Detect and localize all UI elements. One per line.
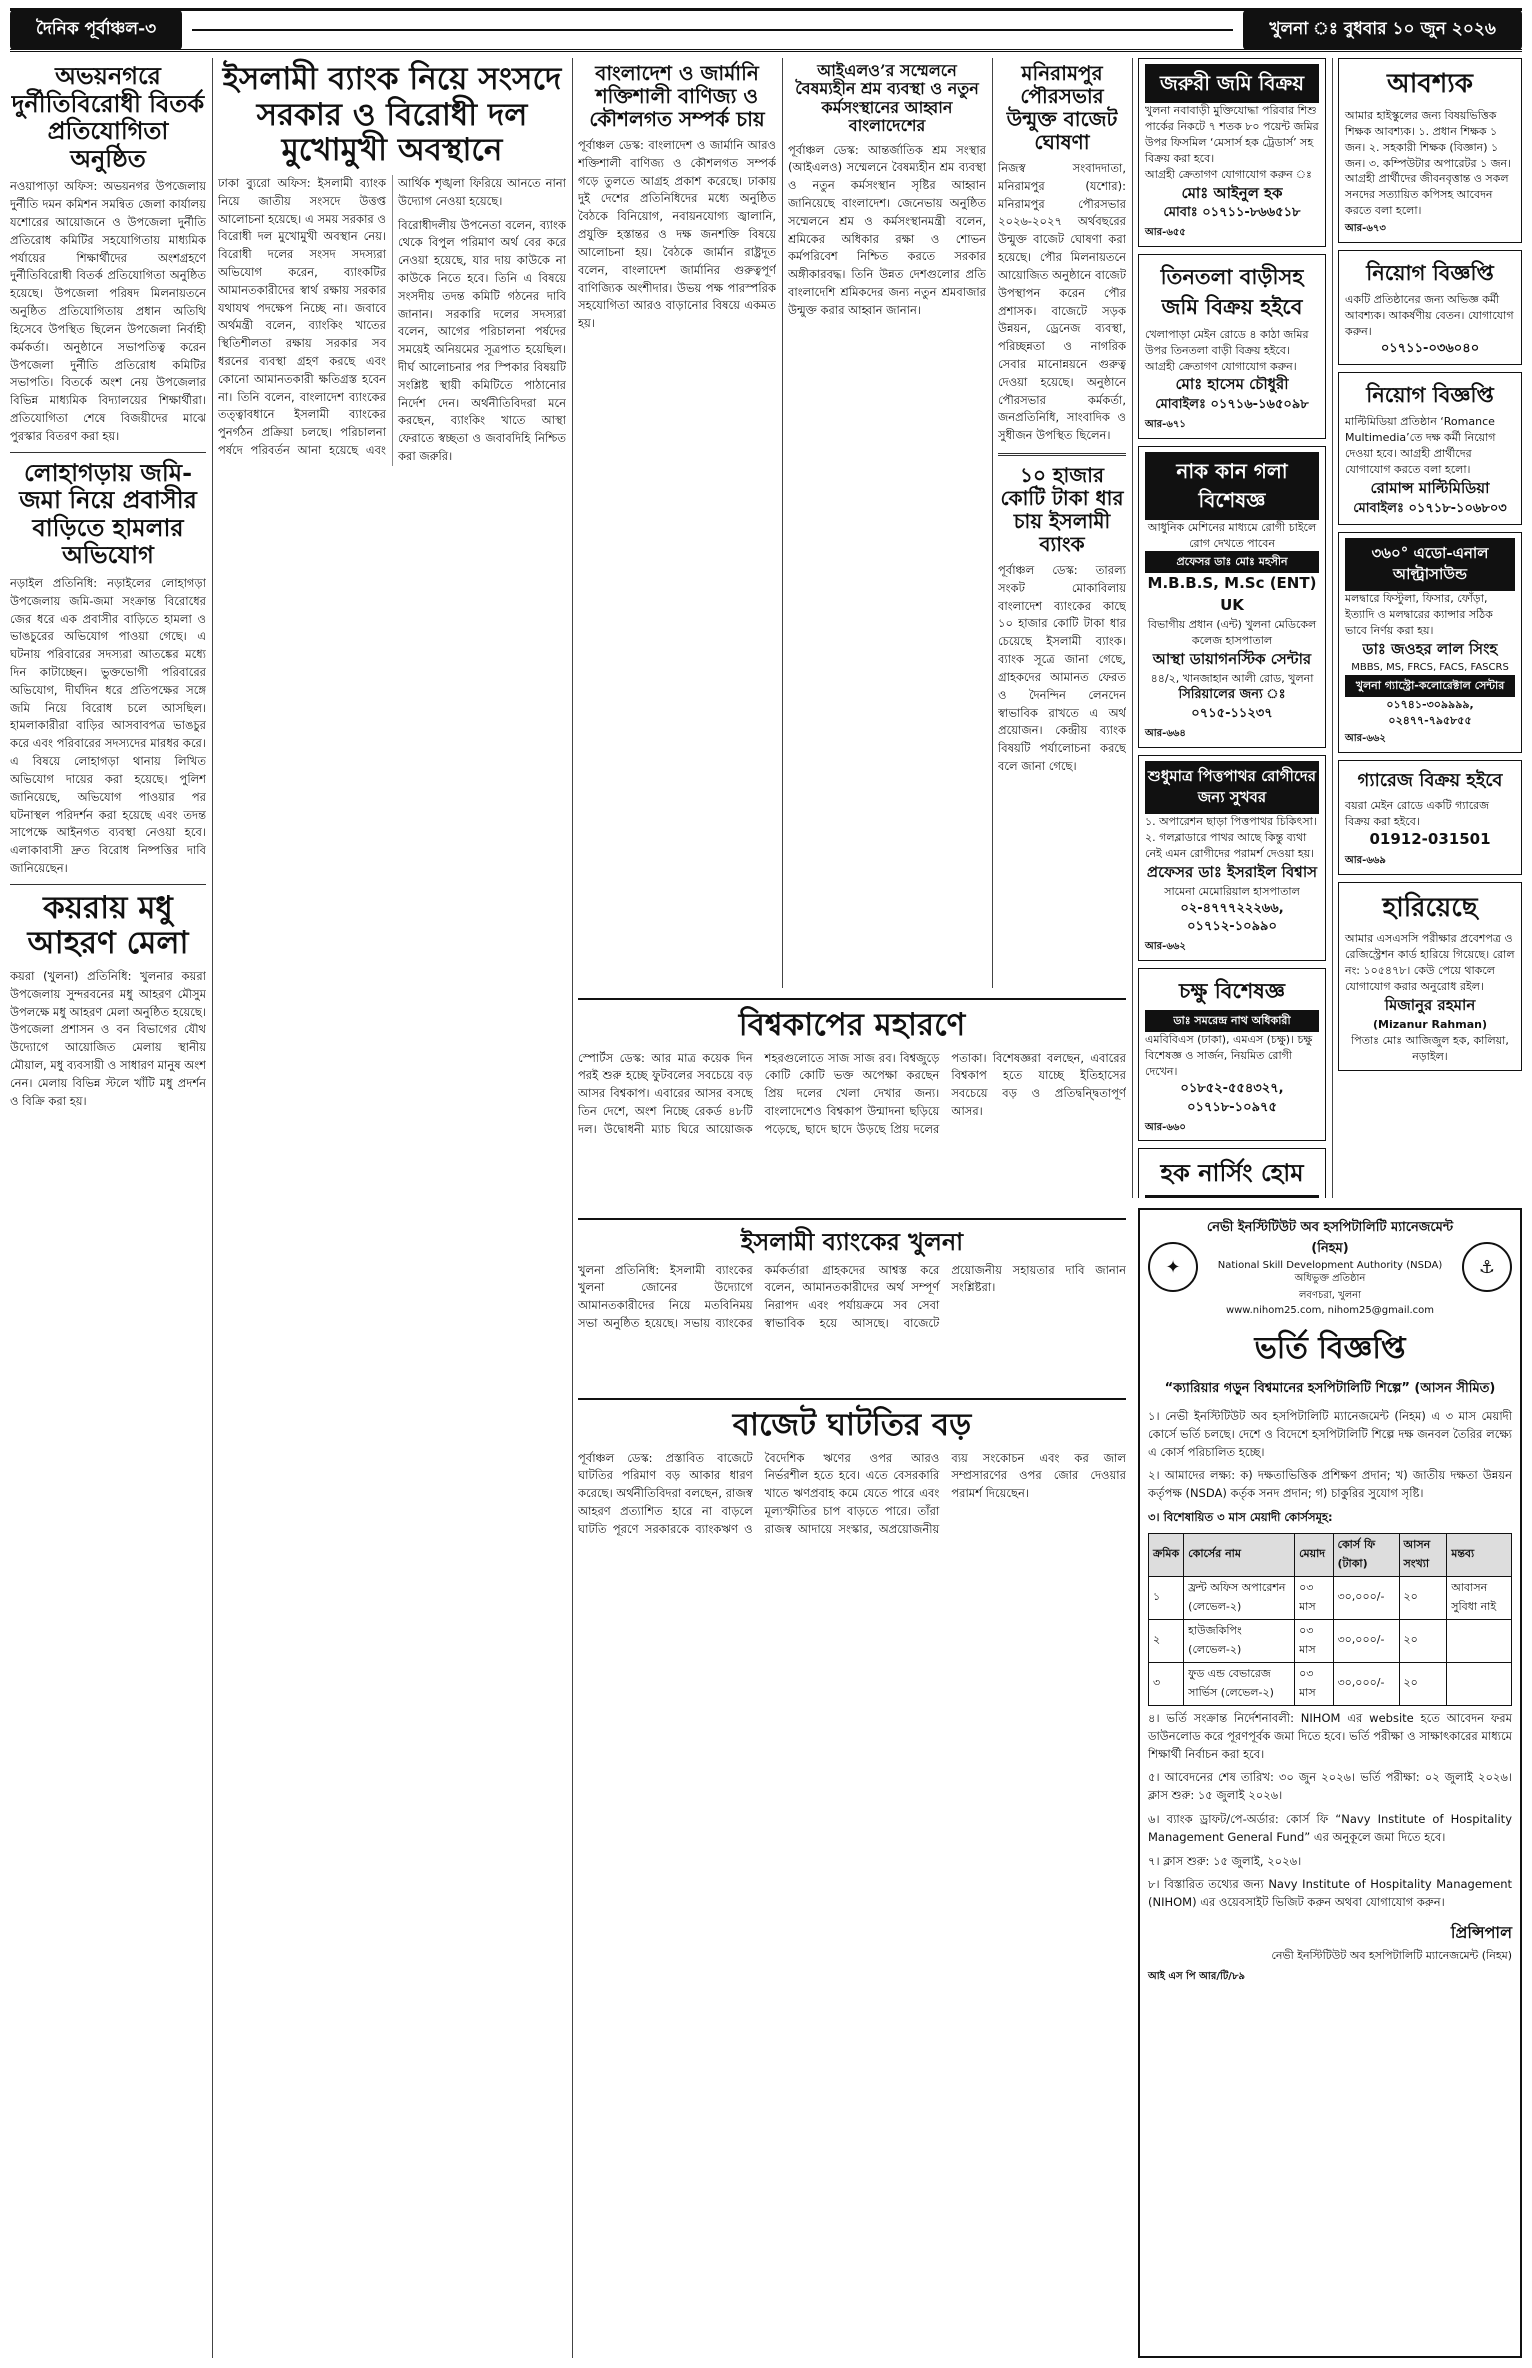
org-address: লবণচরা, খুলনা	[1298, 1290, 1362, 1301]
ad-phone: ০১৭৪১-৩০৯৯৯৯, ০২৪৭৭-৭৯৫৮৫৫	[1386, 698, 1474, 728]
ad-building-sale	[1138, 254, 1326, 439]
ad-eye-specialist	[1138, 968, 1326, 1141]
ad-center: খুলনা গ্যাস্ট্রো-কলোরেক্টাল সেন্টার	[1345, 675, 1515, 697]
masthead-rule	[192, 29, 1233, 31]
notice-para-1: ১। নেভী ইনস্টিটিউট অব হসপিটালিটি ম্যানেজমেন্ট (নিহম) এ ৩ মাস মেয়াদী কোর্সে ভর্তি চলছে। দেশে ও বিদেশে হসপিটালিটি শিল্পে দক্ষ জনবল তৈরির লক্ষ্যে এ কোর্স পরিচালিত হচ্ছে।	[1148, 1409, 1512, 1459]
ad-dept: বিভাগীয় প্রধান (এন্ট) খুলনা মেডিকেল কলেজ হাসপাতাল	[1147, 617, 1317, 647]
ad-doctor: ডাঃ সমরেন্দ্র নাথ অধিকারী	[1145, 1010, 1319, 1032]
ad-title: নাক কান গলা বিশেষজ্ঞ	[1145, 452, 1319, 520]
ad-gallstone	[1138, 755, 1326, 961]
headline-honey-fair: কয়রায় মধু আহরণ মেলা	[27, 889, 189, 962]
table-cell: ১	[1149, 1576, 1184, 1619]
ad-center: সামেনা মেমোরিয়াল হাসপাতাল	[1164, 884, 1300, 898]
table-cell: আবাসন সুবিধা নাই	[1447, 1576, 1512, 1619]
headline-lohagara: লোহাগড়ায় জমি-জমা নিয়ে প্রবাসীর বাড়িতে হামলার অভিযোগ	[19, 457, 197, 570]
table-cell: ০৩ মাস	[1295, 1576, 1333, 1619]
nihom-org	[1198, 1218, 1462, 1316]
ad-code: আর-৬৬৪	[1145, 728, 1186, 740]
signature-org: নেভী ইনস্টিটিউট অব হসপিটালিটি ম্যানেজমেন্ট (নিহম)	[1271, 1949, 1512, 1962]
story-honey-fair: কয়রা (খুলনা) প্রতিনিধি: খুলনার কয়রা উপজেলায় সুন্দরবনের মধু আহরণ মৌসুম উপলক্ষে মধু আহরণ মেলা অনুষ্ঠিত হয়েছে। উপজেলা প্রশাসন ও বন বিভাগের যৌথ উদ্যোগে আয়োজিত মেলায় স্থানীয় মৌয়াল, মধু ব্যবসায়ী ও সাধারণ মানুষ অংশ নেন। মেলায় বিভিন্ন স্টলে খাঁটি মধু প্রদর্শন ও বিক্রি করা হয়।	[10, 969, 206, 1108]
ad-land-sale	[1138, 58, 1326, 247]
story-islami-bank-parliament	[218, 175, 566, 466]
course-col: কোর্সের নাম	[1184, 1533, 1295, 1576]
ad-phone: মোবাইলঃ ০১৭১৮-১০৬৮০৩	[1353, 500, 1507, 516]
ad-nihom-admission	[1138, 1208, 1522, 2358]
course-table	[1148, 1533, 1512, 1706]
ad-body: খুলনা নবাবাড়ী মুক্তিযোদ্ধা পরিবার শিশু পার্কের নিকটে ৭ শতক ৮০ পয়েন্ট জমির উপর ফিসমিল ‘মেসার্স হক ট্রেডার্স’ সহ বিক্রয় করা হবে।	[1145, 104, 1319, 165]
ad-code: আর-৬৬০	[1145, 1121, 1186, 1133]
ad-title: আবশ্যক	[1387, 69, 1473, 99]
org-affiliation: National Skill Development Authority (NSDA) অধিভুক্ত প্রতিষ্ঠান	[1217, 1260, 1443, 1284]
table-cell: ৩	[1149, 1662, 1184, 1705]
story-10k-crore: পূর্বাঞ্চল ডেস্ক: তারল্য সংকট মোকাবিলায় বাংলাদেশ ব্যাংকের কাছে ১০ হাজার কোটি টাকা ধার চেয়েছে ইসলামী ব্যাংক। ব্যাংক সূত্রে জানা গেছে, গ্রাহকদের আমানত ফেরত ও দৈনন্দিন লেনদেন স্বাভাবিক রাখতে এ অর্থ প্রয়োজন। কেন্দ্রীয় ব্যাংক বিষয়টি পর্যালোচনা করছে বলে জানা গেছে।	[998, 563, 1126, 773]
ad-title: নিয়োগ বিজ্ঞপ্তি	[1366, 259, 1494, 285]
ad-body: আধুনিক মেশিনের মাধ্যমে রোগী চাইলে রোগ দেখতে পাবেন	[1147, 520, 1317, 550]
table-cell: ফুড এন্ড বেভারেজ সার্ভিস (লেভেল-২)	[1184, 1662, 1295, 1705]
divider	[10, 884, 206, 885]
ad-code: আই এস পি আর/টি/৮৯	[1148, 1971, 1245, 1982]
ad-doctor: প্রফেসর ডাঃ মোঃ মহসীন	[1145, 551, 1319, 573]
table-cell: ০৩ মাস	[1295, 1619, 1333, 1662]
story-islami-bank-khulna: খুলনা প্রতিনিধি: ইসলামী ব্যাংকের খুলনা জোনের উদ্যোগে আমানতকারীদের নিয়ে মতবিনিময় সভা অনুষ্ঠিত হয়েছে। সভায় ব্যাংকের কর্মকর্তারা গ্রাহকদের আশ্বস্ত করে বলেন, আমানতকারীদের অর্থ সম্পূর্ণ নিরাপদ এবং পর্যায়ক্রমে সব সেবা স্বাভাবিক হয়ে আসছে। বাজেটে প্রয়োজনীয় সহায়তার দাবি জানান সংশ্লিষ্টরা।	[578, 1262, 1126, 1331]
table-cell: ফ্রন্ট অফিস অপারেশন (লেভেল-২)	[1184, 1576, 1295, 1619]
ad-title: চক্ষু বিশেষজ্ঞ	[1179, 977, 1285, 1003]
ad-title: হক নার্সিং হোম	[1160, 1158, 1304, 1188]
ads-column-a	[1138, 58, 1326, 1198]
org-name-bn: নেভী ইনস্টিটিউট অব হসপিটালিটি ম্যানেজমেন্ট (নিহম)	[1206, 1220, 1454, 1256]
table-cell: ৩০,০০০/-	[1333, 1576, 1399, 1619]
story-budget-block	[578, 1398, 1126, 2364]
course-col: কোর্স ফি (টাকা)	[1333, 1533, 1399, 1576]
ad-phone: সিরিয়ালের জন্য ঃ ০৭১৫-১১২৩৭	[1178, 687, 1286, 722]
ad-title: গ্যারেজ বিক্রয় হইবে	[1357, 769, 1503, 791]
column-rule	[782, 58, 783, 988]
ad-code: আর-৬৬২	[1345, 733, 1386, 744]
ad-doctor: প্রফেসর ডাঃ ইসরাইল বিশ্বাস	[1146, 862, 1318, 881]
headline-islami-bank-parliament: ইসলামী ব্যাংক নিয়ে সংসদে সরকার ও বিরোধী দল মুখোমুখী অবস্থানে	[222, 61, 562, 169]
notice-para-8: ৮। বিস্তারিত তথ্যের জন্য Navy Institute of Hospitality Management (NIHOM) এর ওয়েবসাইট ভিজিট করুন অথবা যোগাযোগ করুন।	[1148, 1877, 1512, 1910]
story-world-cup: স্পোর্টস ডেস্ক: আর মাত্র কয়েক দিন পরই শুরু হচ্ছে ফুটবলের সবচেয়ে বড় আসর বিশ্বকাপ। এবারের আসর বসছে তিন দেশে, অংশ নিচ্ছে রেকর্ড ৪৮টি দল। উদ্বোধনী ম্যাচ ঘিরে আয়োজক শহরগুলোতে সাজ সাজ রব। বিশ্বজুড়ে কোটি কোটি ভক্ত অপেক্ষা করছেন প্রিয় দলের খেলা দেখার জন্য। বাংলাদেশেও বিশ্বকাপ উন্মাদনা ছড়িয়ে পড়েছে, ছাদে ছাদে উড়ছে প্রিয় দলের পতাকা। বিশেষজ্ঞরা বলছেন, এবারের বিশ্বকাপ হতে যাচ্ছে ইতিহাসের সবচেয়ে বড় ও প্রতিদ্বন্দ্বিতাপূর্ণ আসর।	[578, 1050, 1126, 1136]
story-budget-deficit: পূর্বাঞ্চল ডেস্ক: প্রস্তাবিত বাজেটে ঘাটতির পরিমাণ বড় আকার ধারণ করেছে। অর্থনীতিবিদরা বলছেন, রাজস্ব আহরণ প্রত্যাশিত হারে না বাড়লে ঘাটতি পূরণে সরকারকে ব্যাংকঋণ ও বৈদেশিক ঋণের ওপর আরও নির্ভরশীল হতে হবে। এতে বেসরকারি খাতে ঋণপ্রবাহ কমে যেতে পারে এবং মূল্যস্ফীতির চাপ বাড়তে পারে। তাঁরা রাজস্ব আদায়ে সংস্কার, অপ্রয়োজনীয় ব্যয় সংকোচন এবং কর জাল সম্প্রসারণের ওপর জোর দেওয়ার পরামর্শ দিয়েছেন।	[578, 1450, 1126, 1536]
ad-body: আমার হাইস্কুলের জন্য বিষয়ভিত্তিক শিক্ষক আবশ্যক। ১. প্রধান শিক্ষক ১ জন। ২. সহকারী শিক্ষক (বিজ্ঞান) ১ জন। ৩. কম্পিউটার অপারেটর ১ জন। আগ্রহী প্রার্থীদের জীবনবৃত্তান্ত ও সকল সনদের সত্যায়িত কপিসহ আবেদন করতে বলা হলো।	[1345, 108, 1512, 218]
page-date-right: খুলনা ঃ বুধবার ১০ জুন ২০২৬	[1243, 10, 1522, 50]
ad-body: ১. অপারেশন ছাড়া পিত্তপাথর চিকিৎসা। ২. গলব্লাডারে পাথর আছে কিন্তু ব্যথা নেই এমন রোগীদের পরামর্শ দেওয়া হয়।	[1145, 815, 1317, 860]
nsda-logo-icon: ✦	[1148, 1242, 1198, 1292]
ad-center: আস্থা ডায়াগনস্টিক সেন্টার	[1152, 649, 1312, 668]
headline-bd-germany: বাংলাদেশ ও জার্মানি শক্তিশালী বাণিজ্য ও কৌশলগত সম্পর্ক চায়	[589, 61, 765, 131]
table-cell	[1447, 1662, 1512, 1705]
course-table-header	[1149, 1533, 1512, 1576]
table-cell: ৩০,০০০/-	[1333, 1619, 1399, 1662]
ad-name: মিজানুর রহমান	[1384, 996, 1476, 1015]
column-5	[998, 58, 1126, 988]
divider	[10, 452, 206, 453]
ad-code: আর-৬৭১	[1145, 419, 1186, 431]
column-rule	[1132, 58, 1133, 1198]
table-cell: হাউজকিপিং (লেভেল-২)	[1184, 1619, 1295, 1662]
course-col: মন্তব্য	[1447, 1533, 1512, 1576]
ad-degree: MBBS, MS, FRCS, FACS, FASCRS	[1351, 661, 1509, 673]
org-website: www.nihom25.com, nihom25@gmail.com	[1225, 1305, 1435, 1316]
story-anti-corruption: নওয়াপাড়া অফিস: অভয়নগর উপজেলায় দুর্নীতি দমন কমিশন সমন্বিত জেলা কার্যালয় যশোরের আয়োজনে ও উপজেলা দুর্নীতি প্রতিরোধ কমিটির সহযোগিতায় মাধ্যমিক পর্যায়ের শিক্ষার্থীদের অংশগ্রহণে দুর্নীতিবিরোধী বিতর্ক প্রতিযোগিতা অনুষ্ঠিত হয়েছে। উপজেলা পরিষদ মিলনায়তনে অনুষ্ঠিত প্রতিযোগিতায় প্রধান অতিথি হিসেবে উপস্থিত ছিলেন উপজেলা নির্বাহী কর্মকর্তা। অনুষ্ঠানে সভাপতিত্ব করেন উপজেলা দুর্নীতি প্রতিরোধ কমিটির সভাপতি। বিতর্কে অংশ নেয় উপজেলার বিভিন্ন মাধ্যমিক বিদ্যালয়ের শিক্ষার্থীরা। প্রতিযোগিতা শেষে বিজয়ীদের মাঝে পুরস্কার বিতরণ করা হয়।	[10, 179, 206, 443]
story-bd-germany: পূর্বাঞ্চল ডেস্ক: বাংলাদেশ ও জার্মানি আরও শক্তিশালী বাণিজ্য ও কৌশলগত সম্পর্ক গড়ে তুলতে আগ্রহ প্রকাশ করেছে। ঢাকায় দুই দেশের প্রতিনিধিদের মধ্যে অনুষ্ঠিত বৈঠকে বিনিয়োগ, নবায়নযোগ্য জ্বালানি, প্রযুক্তি হস্তান্তর ও দক্ষ জনশক্তি বিষয়ে আলোচনা হয়। বৈঠকে জার্মান রাষ্ট্রদূত বলেন, বাংলাদেশ জার্মানির গুরুত্বপূর্ণ বাণিজ্যিক অংশীদার। উভয় পক্ষ পারস্পরিক সহযোগিতা আরও বাড়ানোর বিষয়ে একমত হয়।	[578, 138, 776, 331]
ads-column-b	[1338, 58, 1522, 1198]
table-row	[1149, 1662, 1512, 1705]
ad-doctor: ডাঃ জওহর লাল সিংহ	[1362, 639, 1498, 658]
ad-phone: ০১৭১১-০৩৬০৪০	[1380, 341, 1480, 356]
table-cell: ২	[1149, 1619, 1184, 1662]
headline-budget-deficit: বাজেট ঘাটতির বড়	[732, 1407, 972, 1443]
headline-ilo: আইএলও’র সম্মেলনে বৈষম্যহীন শ্রম ব্যবস্থা ও নতুন কর্মসংস্থানের আহ্বান বাংলাদেশের	[795, 61, 979, 136]
story-paragraph: ঢাকা ব্যুরো অফিস: ইসলামী ব্যাংক নিয়ে জাতীয় সংসদে উত্তপ্ত আলোচনা হয়েছে। এ সময় সরকার ও বিরোধী দল মুখোমুখী অবস্থান নেয়। বিরোধী দলের সংসদ সদস্যরা অভিযোগ করেন, ব্যাংকটির আমানতকারীদের স্বার্থ রক্ষায় সরকার যথাযথ পদক্ষেপ নিচ্ছে না। জবাবে অর্থমন্ত্রী বলেন, ব্যাংকিং খাতের স্থিতিশীলতা রক্ষায় সরকার সব ধরনের ব্যবস্থা গ্রহণ করছে এবং কোনো আমানতকারী ক্ষতিগ্রস্ত হবেন না। তিনি বলেন, বাংলাদেশ ব্যাংকের তত্ত্বাবধানে ইসলামী ব্যাংকের পুনর্গঠন প্রক্রিয়া চলছে। পরিচালনা পর্ষদে পরিবর্তন আনা হয়েছে এবং আর্থিক শৃঙ্খলা ফিরিয়ে আনতে নানা উদ্যোগ নেওয়া হয়েছে।	[218, 175, 566, 458]
ad-body: মাল্টিমিডিয়া প্রতিষ্ঠান ‘Romance Multimedia’তে দক্ষ কর্মী নিয়োগ দেওয়া হবে। আগ্রহী প্রার্থীদের যোগাযোগ করতে বলা হলো।	[1345, 415, 1496, 477]
ad-title: জরুরী জমি বিক্রয়	[1145, 64, 1319, 103]
ad-code: আর-৬৫৫	[1145, 227, 1186, 239]
headline-monirampur: মনিরামপুর পৌরসভার উন্মুক্ত বাজেট ঘোষণা	[1006, 61, 1118, 154]
table-row	[1149, 1619, 1512, 1662]
ad-title: হারিয়েছে	[1382, 892, 1478, 923]
ad-title: শুধুমাত্র পিত্তপাথর রোগীদের জন্য সুখবর	[1145, 761, 1319, 815]
table-cell: ৩০,০০০/-	[1333, 1662, 1399, 1705]
course-col: ক্রমিক	[1149, 1533, 1184, 1576]
column-4	[788, 58, 986, 988]
story-paragraph: বিরোধীদলীয় উপনেতা বলেন, ব্যাংক থেকে বিপুল পরিমাণ অর্থ বের করে নেওয়া হয়েছে, যার দায় কাউকে না কাউকে নিতে হবে। তিনি এ বিষয়ে সংসদীয় তদন্ত কমিটি গঠনের দাবি জানান। সরকারি দলের সদস্যরা বলেন, আগের পরিচালনা পর্ষদের সময়েই অনিয়মের সূত্রপাত হয়েছিল। দীর্ঘ আলোচনার পর স্পিকার বিষয়টি সংশ্লিষ্ট স্থায়ী কমিটিতে পাঠানোর নির্দেশ দেন। অর্থনীতিবিদরা মনে করছেন, ব্যাংকিং খাতে আস্থা ফেরাতে স্বচ্ছতা ও জবাবদিহি নিশ্চিত করা জরুরি।	[398, 217, 566, 464]
headline-anti-corruption: অভয়নগরে দুর্নীতিবিরোধী বিতর্ক প্রতিযোগিতা অনুষ্ঠিত	[11, 61, 205, 173]
notice-tagline: “ক্যারিয়ার গড়ুন বিশ্বমানের হসপিটালিটি শিল্পে” (আসন সীমিত)	[1164, 1381, 1496, 1396]
course-col: আসন সংখ্যা	[1399, 1533, 1447, 1576]
ad-body: মলদ্বারে ফিস্টুলা, ফিসার, ফোঁড়া, ইত্যাদি ও মলদ্বারের ক্যান্সার সঠিক ভাবে নির্ণয় করা হয়।	[1345, 592, 1493, 637]
ad-ultrasound	[1338, 532, 1522, 753]
ad-address: ৪৪/২, খানজাহান আলী রোড, খুলনা	[1150, 671, 1314, 685]
course-heading: ৩। বিশেষায়িত ৩ মাস মেয়াদী কোর্সসমূহ:	[1148, 1510, 1333, 1525]
ad-body: বয়রা মেইন রোডে একটি গ্যারেজ বিক্রয় করা হইবে।	[1345, 798, 1490, 828]
column-rule	[212, 58, 213, 2358]
divider	[998, 453, 1126, 456]
story-lohagara: নড়াইল প্রতিনিধি: নড়াইলের লোহাগড়া উপজেলায় জমি-জমা সংক্রান্ত বিরোধের জের ধরে এক প্রবাসীর বাড়িতে হামলা ও ভাঙচুরের অভিযোগ পাওয়া গেছে। এ ঘটনায় পরিবারের সদস্যরা আতঙ্কের মধ্যে দিন কাটাচ্ছেন। ভুক্তভোগী পরিবারের অভিযোগ, দীর্ঘদিন ধরে প্রতিপক্ষের সঙ্গে জমি নিয়ে বিরোধ চলে আসছিল। হামলাকারীরা বাড়ির আসবাবপত্র ভাঙচুর করে এবং পরিবারের সদস্যদের মারধর করে। এ বিষয়ে লোহাগড়া থানায় লিখিত অভিযোগ দায়ের করা হয়েছে। পুলিশ জানিয়েছে, অভিযোগ পাওয়ার পর ঘটনাস্থল পরিদর্শন করা হয়েছে এবং তদন্ত সাপেক্ষে আইনগত ব্যবস্থা নেওয়া হবে। এলাকাবাসী দ্রুত বিরোধ নিষ্পত্তির দাবি জানিয়েছেন।	[10, 575, 206, 875]
story-world-cup-block	[578, 998, 1126, 1214]
ad-code: আর-৬৬৯	[1345, 855, 1386, 867]
nihom-header	[1148, 1218, 1512, 1316]
column-3	[578, 58, 776, 988]
table-cell	[1447, 1619, 1512, 1662]
ad-contact: আগ্রহী ক্রেতাগণ যোগাযোগ করুন ঃ	[1145, 167, 1312, 181]
ad-recruitment-1	[1338, 250, 1522, 365]
headline-world-cup: বিশ্বকাপের মহারণে	[738, 1007, 966, 1043]
ad-nursing-home	[1138, 1148, 1326, 1198]
headline-islami-bank-khulna: ইসলামী ব্যাংকের খুলনা	[740, 1227, 964, 1256]
story-ilo: পূর্বাঞ্চল ডেস্ক: আন্তর্জাতিক শ্রম সংস্থার (আইএলও) সম্মেলনে বৈষম্যহীন শ্রম ব্যবস্থা ও নতুন কর্মসংস্থান সৃষ্টির আহ্বান জানিয়েছে বাংলাদেশ। জেনেভায় অনুষ্ঠিত সম্মেলনে শ্রম ও কর্মসংস্থানমন্ত্রী বলেন, শ্রমিকের অধিকার রক্ষা ও শোভন কর্মপরিবেশ নিশ্চিত করতে সরকার অঙ্গীকারবদ্ধ। তিনি উন্নত দেশগুলোর প্রতি বাংলাদেশি শ্রমিকদের জন্য নতুন শ্রমবাজার উন্মুক্ত করার আহ্বান জানান।	[788, 142, 986, 317]
ad-phone: ০২-৪৭৭৭২২২৬৬, ০১৭১২-১০৯৯০	[1180, 900, 1284, 935]
ad-body: একটি প্রতিষ্ঠানের জন্য অভিজ্ঞ কর্মী আবশ্যক। আকর্ষণীয় বেতন। যোগাযোগ করুন।	[1345, 293, 1514, 339]
story-islami-bank-khulna-block	[578, 1218, 1126, 1394]
notice-para-5: ৫। আবেদনের শেষ তারিখ: ৩০ জুন ২০২৬। ভর্তি পরীক্ষা: ০২ জুলাই ২০২৬। ক্লাস শুরু: ১৫ জুলাই ২০২৬।	[1148, 1770, 1512, 1803]
table-row	[1149, 1576, 1512, 1619]
ad-title: ৩৬০° এডো-এনাল আল্ট্রাসাউন্ড	[1345, 538, 1515, 592]
ad-body: এমবিবিএস (ঢাকা), এমএস (চক্ষু)। চক্ষু বিশেষজ্ঞ ও সার্জন, নিয়মিত রোগী দেখেন।	[1145, 1033, 1313, 1079]
table-cell: ২০	[1399, 1662, 1447, 1705]
table-cell: ০৩ মাস	[1295, 1662, 1333, 1705]
ad-phone: মোবাইলঃ ০১৭১৬-১৬৫০৯৮	[1155, 397, 1309, 413]
column-1	[10, 58, 206, 2358]
notice-title: ভর্তি বিজ্ঞপ্তি	[1254, 1331, 1406, 1366]
column-rule	[572, 58, 573, 2358]
column-rule	[1332, 58, 1333, 1198]
notice-para-7: ৭। ক্লাস শুরু: ১৫ জুলাই, ২০২৬।	[1148, 1853, 1302, 1868]
page-title-left: দৈনিক পূর্বাঞ্চল-৩	[10, 10, 182, 50]
column-2	[218, 58, 566, 2358]
ad-recruitment-2	[1338, 372, 1522, 525]
ad-code: আর-৬৬২	[1145, 941, 1186, 953]
story-monirampur: নিজস্ব সংবাদদাতা, মনিরামপুর (যশোর): মনিরামপুর পৌরসভার ২০২৬-২০২৭ অর্থবছরের উন্মুক্ত বাজেট ঘোষণা করা হয়েছে। পৌর মিলনায়তনে আয়োজিত অনুষ্ঠানে বাজেট উপস্থাপন করেন পৌর প্রশাসক। বাজেটে সড়ক উন্নয়ন, ড্রেনেজ ব্যবস্থা, পরিচ্ছন্নতা ও নাগরিক সেবার মানোন্নয়নে গুরুত্ব দেওয়া হয়েছে। অনুষ্ঠানে পৌরসভার কর্মকর্তা, জনপ্রতিনিধি, সাংবাদিক ও সুধীজন উপস্থিত ছিলেন।	[998, 161, 1126, 443]
notice-para-4: ৪। ভর্তি সংক্রান্ত নির্দেশনাবলী: NIHOM এর website হতে আবেদন ফরম ডাউনলোড করে পূরণপূর্বক জমা দিতে হবে। ভর্তি পরীক্ষা ও সাক্ষাৎকারের মাধ্যমে শিক্ষার্থী নির্বাচন করা হবে।	[1148, 1710, 1512, 1761]
course-col: মেয়াদ	[1295, 1533, 1333, 1576]
ad-lost-notice	[1338, 882, 1522, 1071]
headline-10k-crore: ১০ হাজার কোটি টাকা ধার চায় ইসলামী ব্যাংক	[1000, 463, 1124, 556]
table-cell: ২০	[1399, 1619, 1447, 1662]
ad-garage-sale	[1338, 760, 1522, 875]
ad-phone: ০১৮৫২-৫৫৪৩২৭, ০১৭১৮-১০৯৭৫	[1180, 1081, 1284, 1115]
ad-subtitle	[1145, 1195, 1319, 1198]
table-cell: ২০	[1399, 1576, 1447, 1619]
ad-body: খেলাপাড়া মেইন রোডে ৪ কাঠা জমির উপর তিনতলা বাড়ী বিক্রয় হইবে। আগ্রহী ক্রেতাগণ যোগাযোগ করুন।	[1145, 327, 1309, 373]
signature: প্রিন্সিপাল	[1450, 1923, 1512, 1942]
ad-name: মোঃ হাসেম চৌধুরী	[1175, 375, 1289, 394]
ad-degree: M.B.B.S, M.Sc (ENT) UK	[1147, 574, 1317, 615]
ad-phone: 01912-031501	[1369, 830, 1491, 849]
anchor-logo-icon: ⚓	[1462, 1242, 1512, 1292]
ad-name-english: (Mizanur Rahman)	[1373, 1017, 1487, 1031]
ad-job-wanted	[1338, 58, 1522, 243]
ad-code: আর-৬৭৩	[1345, 223, 1386, 235]
ad-body: আমার এসএসসি পরীক্ষার প্রবেশপত্র ও রেজিস্ট্রেশন কার্ড হারিয়ে গিয়েছে। রোল নং: ১০৫৪৭৮। কেউ পেয়ে থাকলে যোগাযোগ করার অনুরোধ রইল।	[1345, 932, 1515, 994]
notice-para-6: ৬। ব্যাংক ড্রাফট/পে-অর্ডার: কোর্স ফি “Navy Institute of Hospitality Management General Fund” এর অনুকূলে জমা দিতে হবে।	[1148, 1811, 1512, 1844]
column-rule	[992, 58, 993, 988]
ad-phone: মোবাঃ ০১৭১১-৮৬৬৫১৮	[1163, 205, 1301, 221]
ad-name: রোমান্স মাল্টিমিডিয়া	[1370, 479, 1490, 498]
ad-title: তিনতলা বাড়ীসহ জমি বিক্রয় হইবে	[1160, 263, 1304, 320]
notice-para-2: ২। আমাদের লক্ষ্য: ক) দক্ষতাভিত্তিক প্রশিক্ষণ প্রদান; খ) জাতীয় দক্ষতা উন্নয়ন কর্তৃপক্ষ (NSDA) কর্তৃক সনদ প্রদান; গ) চাকুরির সুযোগ সৃষ্টি।	[1148, 1468, 1512, 1501]
ad-address: পিতাঃ মোঃ আজিজুল হক, কালিয়া, নড়াইল।	[1351, 1033, 1509, 1063]
ad-name: মোঃ আইনুল হক	[1181, 183, 1283, 202]
ad-title: নিয়োগ বিজ্ঞপ্তি	[1366, 381, 1494, 407]
masthead	[10, 8, 1522, 52]
content-grid	[10, 58, 1522, 2358]
ad-ent-specialist	[1138, 446, 1326, 748]
